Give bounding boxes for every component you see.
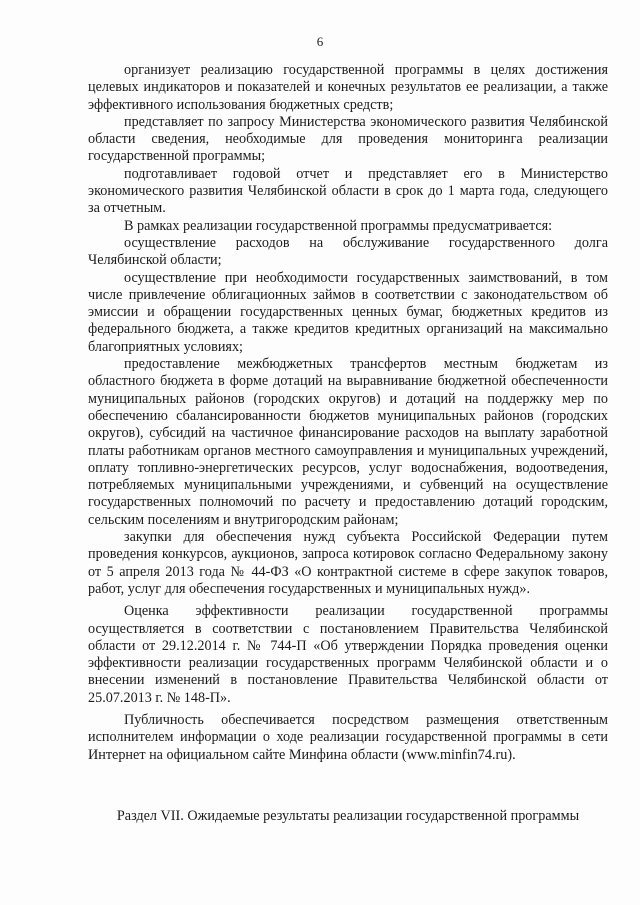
paragraph: представляет по запросу Министерства экономического развития Челябинской области сведения, необходимые для проведения мониторинга реализации государственной программы; bbox=[88, 113, 608, 165]
body-text bbox=[88, 62, 608, 764]
paragraph: организует реализацию государственной программы в целях достижения целевых индикаторов и показателей и конечных результатов ее реализации, а также эффективного использования бюджетных средств; bbox=[88, 62, 608, 113]
paragraph: осуществление при необходимости государственных заимствований, в том числе привлечение облигационных займов в соответствии с законодательством об эмиссии и обращении государственных ценных бумаг, бюджетных кредитов из федерального бюджета, а также кредитов кредитных организаций на максимально благоприятных условиях; bbox=[88, 269, 608, 355]
section-heading: Раздел VII. Ожидаемые результаты реализации государственной программы bbox=[116, 808, 580, 824]
paragraph: Публичность обеспечивается посредством размещения ответственным исполнителем информации о ходе реализации государственной программы в сети Интернет на официальном сайте Минфина области (www.minfin74.ru). bbox=[88, 711, 608, 763]
paragraph: подготавливает годовой отчет и представляет его в Министерство экономического развития Челябинской области в срок до 1 марта года, следующего за отчетным. bbox=[88, 165, 608, 217]
paragraph: В рамках реализации государственной программы предусматривается: bbox=[124, 217, 553, 234]
paragraph: осуществление расходов на обслуживание государственного долга Челябинской области; bbox=[88, 234, 608, 269]
paragraph: Оценка эффективности реализации государственной программы осуществляется в соответствии с постановлением Правительства Челябинской области от 29.12.2014 г. № 744-П «Об утверждении Порядка проведения оценки эффективности реализации государственных программ Челябинской области и о внесении изменений в постановление Правительства Челябинской области от 25.07.2013 г. № 148-П». bbox=[88, 603, 608, 706]
page-number: 6 bbox=[316, 34, 324, 49]
paragraph: закупки для обеспечения нужд субъекта Российской Федерации путем проведения конкурсов, аукционов, запроса котировок согласно Федеральному закону от 5 апреля 2013 года № 44-ФЗ «О контрактной системе в сфере закупок товаров, работ, услуг для обеспечения государственных и муниципальных нужд». bbox=[88, 529, 608, 597]
paragraph: предоставление межбюджетных трансфертов местным бюджетам из областного бюджета в форме дотаций на выравнивание бюджетной обеспеченности муниципальных районов (городских округов) и дотаций на поддержку мер по обеспечению сбалансированности бюджетов муниципальных районов (городских округов), субсидий на частичное финансирование расходов на выплату заработной платы работникам органов местного самоуправления и муниципальных учреждений, оплату топливно-энергетических ресурсов, услуг водоснабжения, водоотведения, потребляемых муниципальными учреждениями, и субвенций на осуществление государственных полномочий по расчету и предоставлению дотаций городским, сельским поселениям и внутригородским районам; bbox=[88, 356, 608, 528]
